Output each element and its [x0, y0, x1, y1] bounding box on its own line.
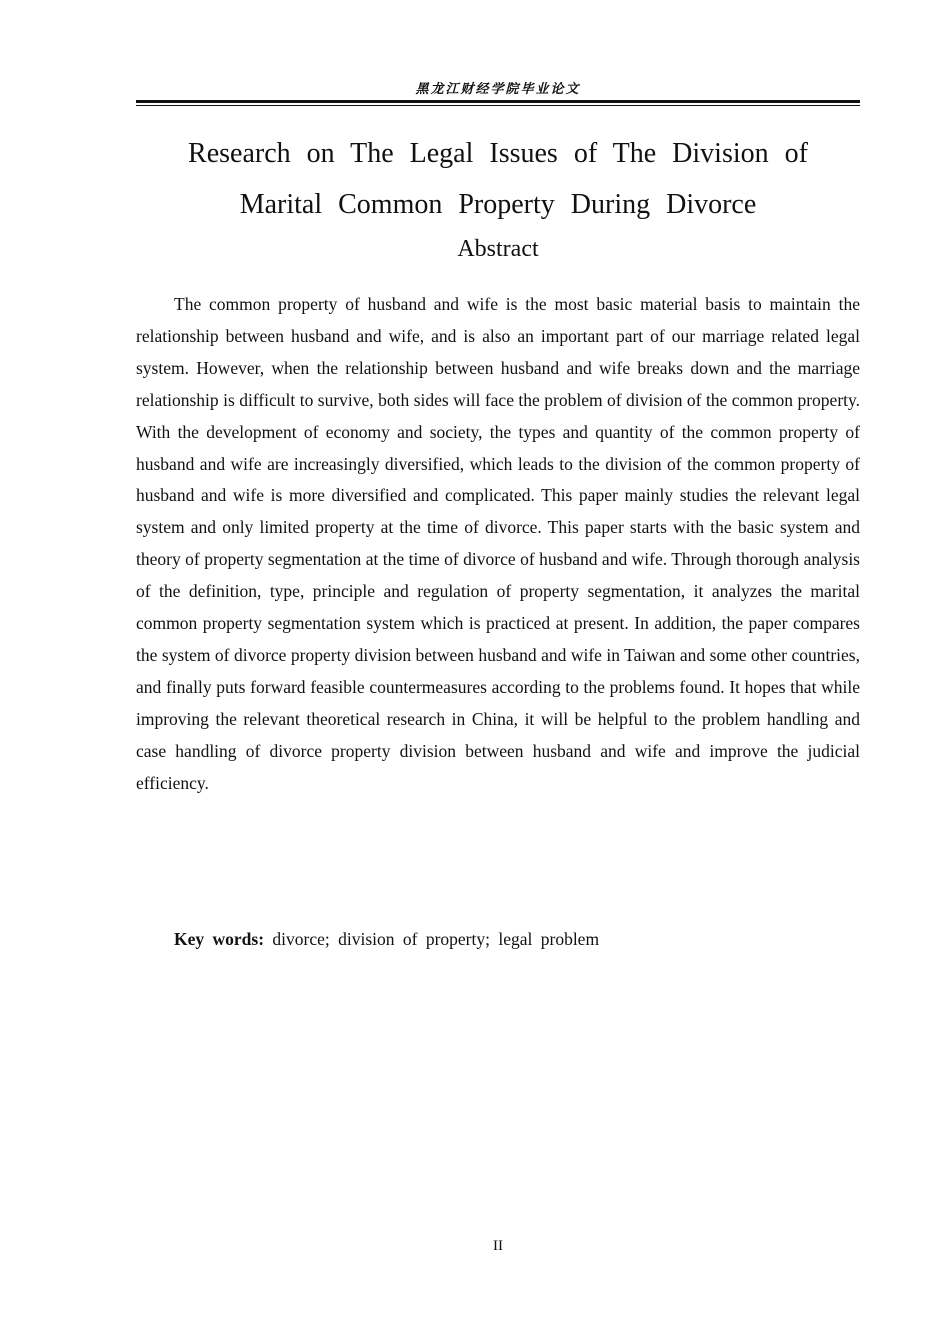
header-rule-thick: [136, 100, 860, 103]
abstract-body: The common property of husband and wife is the most basic material basis to maintain the relationship between husband and wife, and is also an important part of our marriage related legal system. However, when the relationship between husband and wife breaks down and the marriage relationship is difficult to survive, both sides will face the problem of division of the common property. With the development of economy and society, the types and quantity of the common property of husband and wife are increasingly diversified, which leads to the division of the common property of husband and wife is more diversified and complicated. This paper mainly studies the relevant legal system and only limited property at the time of divorce. This paper starts with the basic system and theory of property segmentation at the time of divorce of husband and wife. Through thorough analysis of the definition, type, principle and regulation of property segmentation, it analyzes the marital common property segmentation system which is practiced at present. In addition, the paper compares the system of divorce property division between husband and wife in Taiwan and some other countries, and finally puts forward feasible countermeasures according to the problems found. It hopes that while improving the relevant theoretical research in China, it will be helpful to the problem handling and case handling of divorce property division between husband and wife and improve the judicial efficiency.: [136, 294, 860, 793]
paper-title-line-1: Research on The Legal Issues of The Division of: [188, 138, 808, 169]
paper-title: [136, 128, 860, 230]
header-rule-thin: [136, 105, 860, 106]
keywords-value: divorce; division of property; legal problem: [272, 929, 600, 949]
abstract-heading: Abstract: [457, 236, 539, 262]
keywords-label: Key words:: [174, 929, 265, 949]
page-number: II: [493, 1238, 503, 1254]
keywords-line: [174, 929, 599, 950]
paper-title-line-2: Marital Common Property During Divorce: [239, 189, 757, 220]
running-header: 黑龙江财经学院毕业论文: [415, 82, 581, 97]
